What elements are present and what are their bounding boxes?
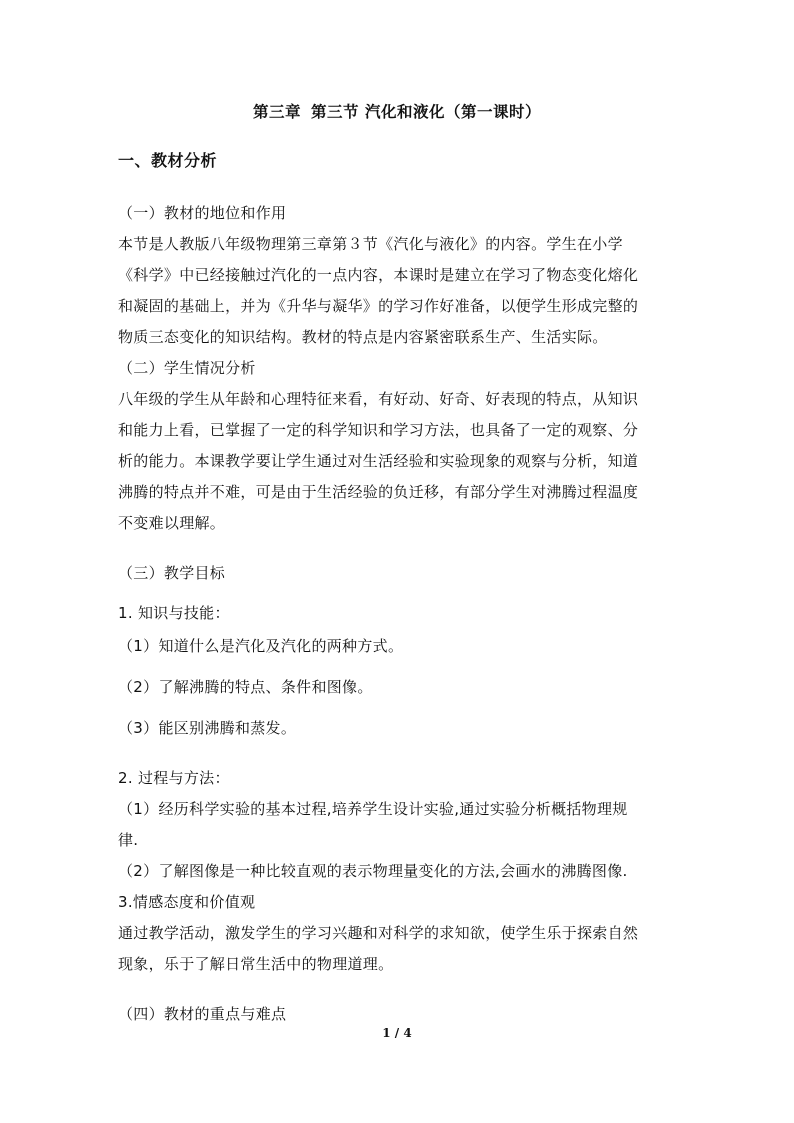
part1-line-3: 和凝固的基础上，并为《升华与凝华》的学习作好准备，以便学生形成完整的 (118, 297, 639, 315)
part1-line-1: 本节是人教版八年级物理第三章第３节《汽化与液化》的内容。学生在小学 (118, 235, 623, 253)
goal1-item-1: （1）知道什么是汽化及汽化的两种方式。 (118, 637, 404, 655)
goal3-line-1: 通过教学活动，激发学生的学习兴趣和对科学的求知欲，使学生乐于探索自然 (118, 924, 639, 942)
goal1-item-3: （3）能区别沸腾和蒸发。 (118, 719, 297, 737)
part3-heading: （三）教学目标 (118, 564, 226, 582)
part2-heading: （二）学生情况分析 (118, 359, 256, 377)
goal3-heading: 3.情感态度和价值观 (118, 893, 256, 911)
part4-heading: （四）教材的重点与难点 (118, 1005, 287, 1023)
goal2-item-1: （1）经历科学实验的基本过程,培养学生设计实验,通过实验分析概括物理规 (118, 800, 628, 818)
part2-line-2: 和能力上看，已掌握了一定的科学知识和学习方法，也具备了一定的观察、分 (118, 421, 639, 439)
goal1-item-2: （2）了解沸腾的特点、条件和图像。 (118, 678, 373, 696)
part1-line-4: 物质三态变化的知识结构。教材的特点是内容紧密联系生产、生活实际。 (118, 328, 608, 346)
part1-line-2: 《科学》中已经接触过汽化的一点内容，本课时是建立在学习了物态变化熔化 (118, 266, 639, 284)
goal2-heading: 2. 过程与方法： (118, 769, 230, 787)
part2-line-5: 不变难以理解。 (118, 514, 226, 532)
title-chapter: 第三章 (253, 103, 302, 121)
goal1-heading: 1. 知识与技能： (118, 604, 230, 622)
part2-line-1: 八年级的学生从年龄和心理特征来看，有好动、好奇、好表现的特点，从知识 (118, 390, 639, 408)
title-section: 第三节 汽化和液化（第一课时） (311, 103, 541, 121)
part1-heading: （一）教材的地位和作用 (118, 204, 287, 222)
part2-line-4: 沸腾的特点并不难，可是由于生活经验的负迁移，有部分学生对沸腾过程温度 (118, 483, 639, 501)
section1-heading: 一、教材分析 (118, 151, 218, 170)
goal3-line-2: 现象，乐于了解日常生活中的物理道理。 (118, 955, 394, 973)
document-title (0, 100, 794, 122)
part2-line-3: 析的能力。本课教学要让学生通过对生活经验和实验现象的观察与分析，知道 (118, 452, 639, 470)
page-number: 1 / 4 (382, 1026, 412, 1040)
goal2-item-1-cont: 律. (118, 831, 139, 849)
goal2-item-2: （2）了解图像是一种比较直观的表示物理量变化的方法,会画水的沸腾图像. (118, 862, 628, 880)
